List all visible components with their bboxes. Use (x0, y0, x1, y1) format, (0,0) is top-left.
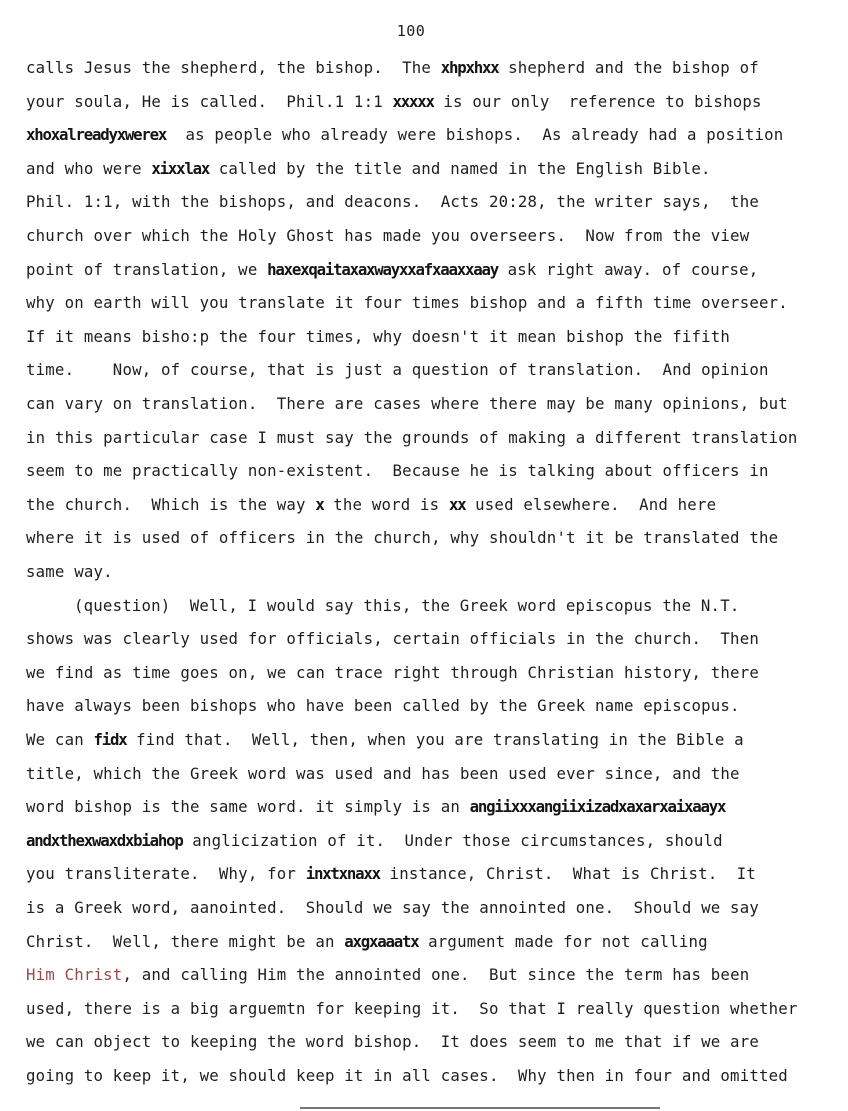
text-line (26, 864, 756, 883)
text-segment: the church. Which is the way (26, 494, 316, 514)
struck-out-text: xx (448, 494, 466, 514)
text-line (26, 58, 759, 77)
text-line (26, 360, 769, 379)
struck-out-text: fidx (93, 730, 127, 749)
faded-text: Him Christ (26, 965, 123, 985)
struck-out-text: haxexqaitaxaxwayxxafxaaxxaay (267, 259, 498, 279)
text-line (26, 663, 759, 682)
text-segment: shows was clearly used for officials, certain officials in the church. Then (26, 629, 759, 649)
text-line (26, 730, 744, 749)
text-line (26, 226, 749, 245)
text-line (74, 596, 739, 615)
text-segment: why on earth will you translate it four times bishop and a fifth time overseer. (26, 293, 788, 313)
text-segment: Phil. 1:1, with the bishops, and deacons. Acts 20:28, the writer says, the (26, 192, 759, 212)
text-segment: If it means bisho:p the four times, why doesn't it mean bishop the fifith (26, 326, 731, 346)
text-segment: is our only reference to bishops (433, 91, 762, 111)
text-line (26, 92, 762, 111)
text-segment: can vary on translation. There are cases where there may be many opinions, but (26, 394, 788, 413)
text-line (26, 394, 788, 413)
text-segment: same way. (26, 562, 113, 581)
struck-out-text: xhoxalreadyxwerex (26, 125, 167, 145)
text-line (26, 293, 788, 312)
text-line (26, 260, 758, 279)
struck-out-text: xixxlax (151, 158, 210, 178)
text-segment: point of translation, we (26, 259, 268, 279)
text-line (26, 999, 798, 1018)
text-segment: where it is used of officers in the church, why shouldn't it be translated the (26, 528, 779, 548)
text-segment: your soula, He is called. Phil.1 1:1 (26, 91, 393, 111)
text-line (26, 831, 723, 850)
page-bottom-rule (300, 1107, 660, 1109)
text-line (26, 192, 759, 211)
text-segment: instance, Christ. What is Christ. It (379, 864, 757, 884)
text-segment: , and calling Him the annointed one. But since the term has been (122, 965, 750, 985)
text-line (26, 528, 778, 547)
text-segment: have always been bishops who have been called by the Greek name episcopus. (26, 696, 740, 716)
struck-out-text: x (315, 494, 324, 514)
text-segment: and who were (26, 158, 152, 178)
text-line (26, 932, 708, 951)
text-segment: as people who already were bishops. As already had a position (166, 125, 784, 145)
text-segment: seem to me practically non-existent. Because he is talking about officers in (26, 461, 769, 481)
text-segment: (question) Well, I would say this, the Greek word episcopus the N.T. (74, 595, 740, 615)
text-segment: used, there is a big arguemtn for keeping it. So that I really question whether (26, 998, 798, 1018)
text-segment: title, which the Greek word was used and has been used ever since, and the (26, 763, 740, 783)
text-line (26, 696, 740, 715)
text-segment: ask right away. of course, (497, 259, 759, 279)
text-segment: argument made for not calling (418, 931, 708, 951)
text-segment: calls Jesus the shepherd, the bishop. The (26, 58, 441, 77)
text-segment: the word is (323, 494, 449, 514)
text-segment: anglicization of it. Under those circumstances, should (182, 830, 723, 850)
text-segment: called by the title and named in the English Bible. (209, 158, 711, 178)
text-segment: word bishop is the same word. it simply is an (26, 797, 470, 817)
text-segment: shepherd and the bishop of (498, 58, 759, 77)
text-line (26, 327, 730, 346)
text-segment: you transliterate. Why, for (26, 864, 306, 884)
text-line (26, 428, 798, 447)
text-line (26, 495, 716, 514)
text-line (26, 461, 769, 480)
text-line (26, 965, 749, 984)
text-line (26, 562, 113, 581)
struck-out-text: inxtxnaxx (305, 864, 380, 884)
struck-out-text: xxxxx (392, 91, 434, 111)
text-line (26, 125, 783, 144)
struck-out-text: angiixxxangiixizadxaxarxaixaayx (469, 797, 726, 817)
text-line (26, 898, 759, 917)
text-line (26, 1066, 788, 1085)
text-line (26, 159, 711, 178)
text-line (26, 797, 725, 816)
text-segment: church over which the Holy Ghost has made you overseers. Now from the view (26, 226, 750, 245)
text-line (26, 1032, 759, 1051)
text-segment: we find as time goes on, we can trace right through Christian history, there (26, 662, 759, 682)
struck-out-text: xhpxhxx (440, 58, 499, 77)
text-segment: used elsewhere. And here (465, 494, 717, 514)
text-segment: going to keep it, we should keep it in all cases. Why then in four and omitted (26, 1066, 788, 1085)
text-segment: in this particular case I must say the grounds of making a different translation (26, 427, 798, 447)
text-segment: Christ. Well, there might be an (26, 931, 345, 951)
text-segment: is a Greek word, aanointed. Should we say the annointed one. Should we say (26, 898, 759, 917)
struck-out-text: axgxaaatx (344, 931, 419, 951)
text-line (26, 764, 740, 783)
text-segment: we can object to keeping the word bishop. It does seem to me that if we are (26, 1032, 759, 1052)
struck-out-text: andxthexwaxdxbiahop (26, 830, 183, 850)
text-line (26, 629, 759, 648)
page-number: 100 (396, 22, 426, 40)
text-segment: time. Now, of course, that is just a question of translation. And opinion (26, 360, 769, 380)
text-segment: We can (26, 730, 94, 749)
text-segment: find that. Well, then, when you are translating in the Bible a (126, 730, 744, 749)
